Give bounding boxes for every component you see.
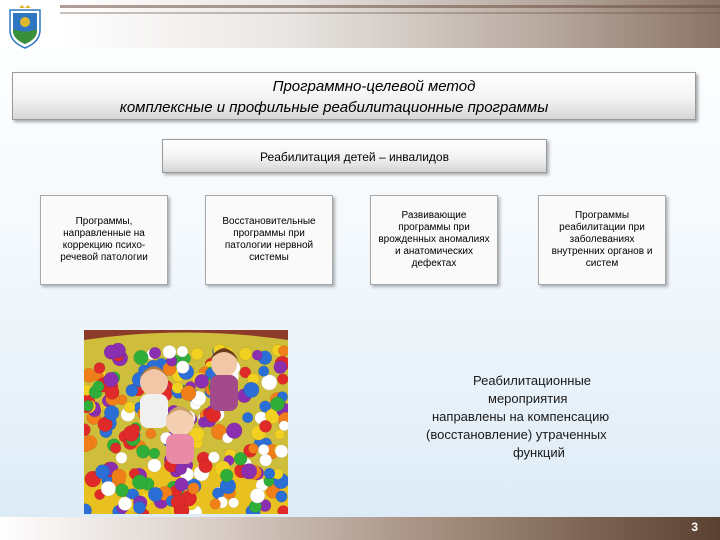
ball: [176, 361, 189, 374]
ball: [104, 406, 119, 421]
ball: [163, 345, 176, 358]
ball: [260, 454, 272, 466]
ball: [171, 495, 185, 509]
footer-bar: [0, 517, 720, 540]
ball: [264, 468, 275, 479]
ball: [278, 346, 288, 357]
ball: [94, 363, 105, 374]
ball: [104, 345, 118, 359]
ball: [95, 465, 109, 479]
ball: [270, 397, 284, 411]
program-box: Развивающие программы при врожденных аномалиях и анатомических дефектах: [370, 195, 498, 285]
ball: [210, 499, 221, 510]
description-line: (восстановление) утраченных: [426, 427, 607, 442]
ball: [132, 475, 147, 490]
ball: [110, 443, 121, 454]
children-ball-pit-photo: [84, 330, 288, 514]
ball: [248, 443, 258, 453]
ball: [175, 463, 187, 475]
ball: [234, 452, 247, 465]
ball: [279, 421, 288, 431]
ball: [149, 448, 160, 459]
ball: [124, 402, 135, 413]
title-banner: [12, 72, 696, 120]
program-box: Программы, направленные на коррекцию психо-речевой патологии: [40, 195, 168, 285]
category-heading: Реабилитация детей – инвалидов: [162, 139, 547, 173]
rehabilitation-description: [418, 372, 680, 462]
ball: [101, 481, 116, 496]
program-box: Восстановительные программы при патологии нервной системы: [205, 195, 333, 285]
ball: [191, 348, 203, 360]
ball: [148, 487, 162, 501]
ball: [123, 426, 139, 442]
ball: [105, 385, 119, 399]
program-box: Программы реабилитации при заболеваниях внутренних органов и систем: [538, 195, 666, 285]
ball: [116, 452, 127, 463]
ball: [250, 488, 265, 503]
child-figure: [166, 406, 194, 464]
title-line-1: Программно-целевой метод: [272, 78, 476, 95]
ball: [195, 374, 209, 388]
ball: [199, 459, 213, 473]
ball: [252, 350, 262, 360]
ball: [244, 382, 260, 398]
ball: [275, 445, 288, 458]
ball: [84, 400, 93, 411]
ball: [137, 445, 150, 458]
ball: [188, 483, 200, 495]
ball: [181, 386, 196, 401]
ball: [274, 361, 287, 374]
ball: [276, 491, 287, 502]
ball: [104, 372, 119, 387]
description-line: Реабилитационные: [473, 373, 592, 388]
ball: [112, 469, 127, 484]
ball: [146, 429, 156, 439]
ball: [175, 478, 188, 491]
ball-pit-illustration: [84, 330, 288, 514]
description-line: функций: [513, 445, 565, 460]
description-line: мероприятия: [488, 391, 568, 406]
ball: [133, 501, 146, 514]
header-stripe: [60, 12, 720, 14]
ball: [242, 412, 253, 423]
ball: [134, 350, 149, 365]
ball: [226, 423, 242, 439]
ball: [118, 497, 132, 511]
ball: [241, 464, 257, 480]
ball: [148, 459, 161, 472]
ball: [220, 469, 233, 482]
ball: [277, 374, 288, 385]
ball: [258, 366, 269, 377]
ball: [239, 348, 252, 361]
description-line: направлены на компенсацию: [432, 409, 610, 424]
child-figure: [140, 366, 168, 428]
ball: [177, 346, 188, 357]
ball: [229, 498, 239, 508]
coat-of-arms-icon: [6, 4, 44, 50]
page-number: 3: [691, 520, 698, 534]
child-figure: [210, 348, 238, 411]
ball: [116, 484, 129, 497]
header-bar: [0, 0, 720, 48]
ball: [259, 420, 271, 432]
title-line-2: комплексные и профильные реабилитационные программы: [119, 99, 549, 116]
ball: [149, 347, 161, 359]
ball: [261, 375, 277, 391]
header-stripe: [60, 5, 720, 8]
ball: [258, 444, 269, 455]
